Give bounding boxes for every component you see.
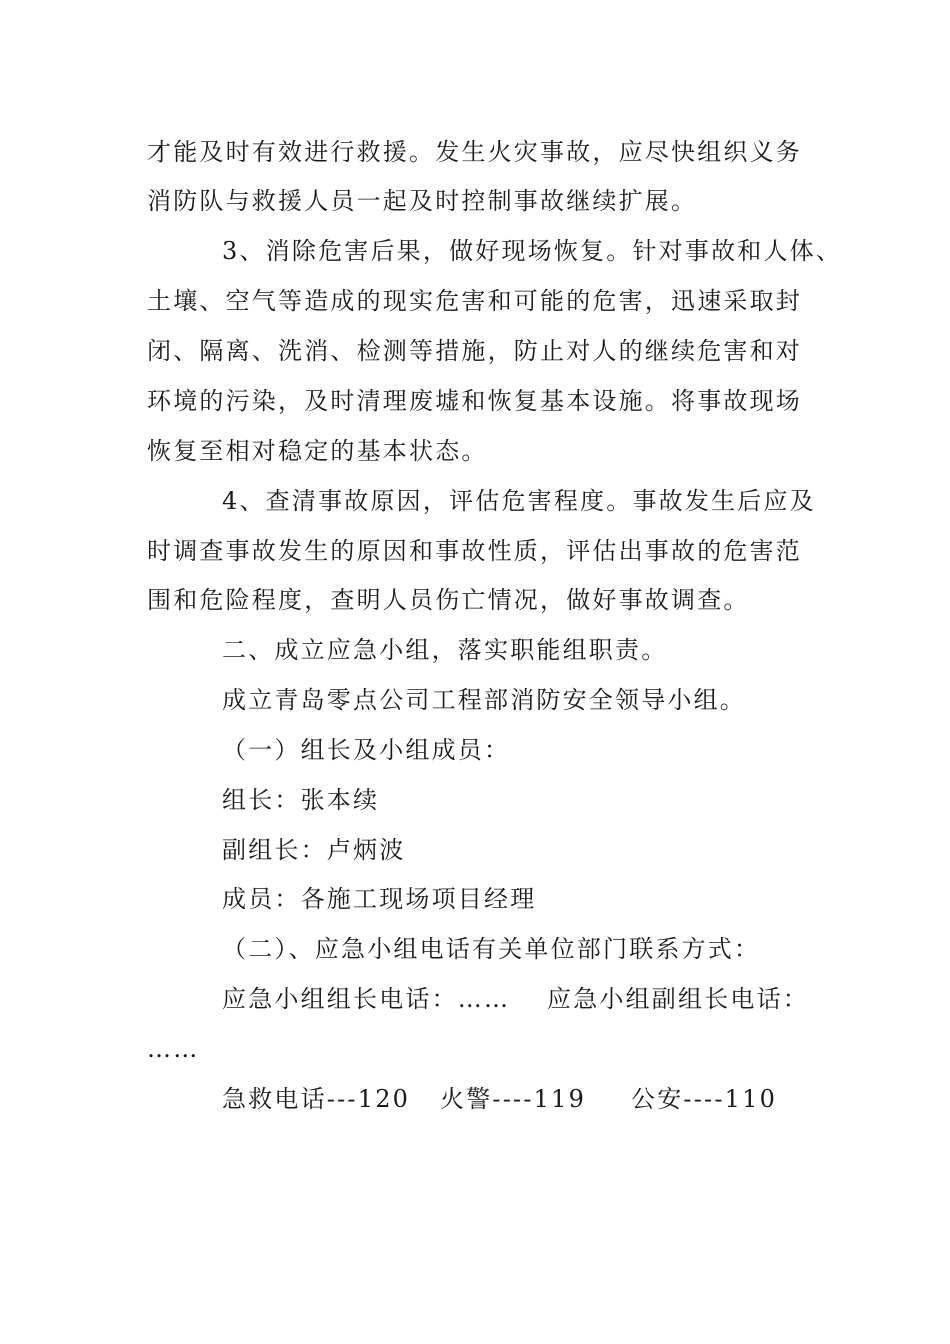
text-line-7: 恢复至相对稳定的基本状态。: [147, 437, 488, 465]
text-line-12: 成立青岛零点公司工程部消防安全领导小组。: [222, 686, 746, 714]
text-line-4: 土壤、空气等造成的现实危害和可能的危害，迅速采取封: [147, 287, 802, 315]
subsection-heading-1: （一）组长及小组成员：: [222, 736, 511, 764]
fire-phone: 火警----119: [440, 1085, 587, 1113]
text-line-3: 3、消除危害后果，做好现场恢复。针对事故和人体、: [222, 237, 843, 265]
section-heading: 二、成立应急小组，落实职能组职责。: [222, 636, 668, 664]
subsection-heading-2: （二）、应急小组电话有关单位部门联系方式：: [222, 935, 761, 963]
deputy-phone: 应急小组副组长电话：: [547, 985, 809, 1013]
deputy-phone-continued: ……: [147, 1035, 200, 1063]
text-line-10: 围和危险程度，查明人员伤亡情况，做好事故调查。: [147, 586, 750, 614]
members-line: 成员：各施工现场项目经理: [222, 885, 537, 913]
text-line-1: 才能及时有效进行救援。发生火灾事故，应尽快组织义务: [147, 138, 802, 166]
ambulance-phone: 急救电话---120: [222, 1085, 411, 1113]
text-line-9: 时调查事故发生的原因和事故性质，评估出事故的危害范: [147, 537, 802, 565]
leader-line: 组长：张本续: [222, 786, 380, 814]
text-line-6: 环境的污染，及时清理废墟和恢复基本设施。将事故现场: [147, 387, 802, 415]
leader-phone: 应急小组组长电话：……: [222, 985, 511, 1013]
text-line-5: 闭、隔离、洗消、检测等措施，防止对人的继续危害和对: [147, 337, 802, 365]
text-line-8: 4、查清事故原因，评估危害程度。事故发生后应及: [222, 487, 816, 515]
deputy-leader-line: 副组长：卢炳波: [222, 836, 406, 864]
police-phone: 公安----110: [631, 1085, 778, 1113]
text-line-2: 消防队与救援人员一起及时控制事故继续扩展。: [147, 187, 698, 215]
